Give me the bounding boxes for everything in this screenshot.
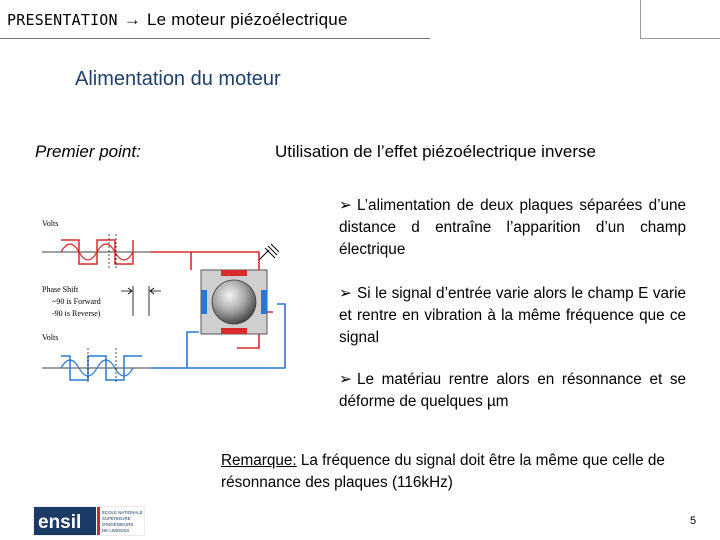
bullet-item [339,195,686,261]
header-divider [0,38,430,39]
phase-shift-arrow-right [150,288,161,294]
logo-wordmark: ensil [38,512,82,533]
phase-shift-arrow-left [121,288,132,294]
piezo-rotor-ball [212,280,256,324]
bullet-text: L’alimentation de deux plaques séparées d’une distance d entraîne l’apparition d’un champ électrique [339,197,686,258]
arrowhead-bullet-icon: ➢ [339,285,352,302]
corner-divider-vertical [640,0,641,38]
bullet-item [339,369,686,413]
piezo-drive-diagram [33,212,295,388]
arrowhead-bullet-icon: ➢ [339,197,352,214]
left-electrode-plate [201,290,207,314]
logo-tagline: SUPÉRIEURE [102,516,131,521]
logo-tagline: ÉCOLE NATIONALE [102,510,143,515]
section-title: Alimentation du moteur [75,68,281,90]
bullet-item [339,283,686,349]
remark-note [221,450,691,494]
phase-shift-forward: ~90 is Forward [52,297,101,306]
ensil-logo [33,506,145,536]
remark-label: Remarque: [221,452,297,469]
upper-electrode-plate [221,270,247,276]
slide-header [0,0,720,44]
right-electrode-plate [261,290,267,314]
phase-shift-title: Phase Shift [42,285,79,294]
arrow-right-icon: → [123,10,141,29]
header-topic: Le moteur piézoélectrique [146,10,348,29]
page-number: 5 [690,515,697,527]
bullet-text: Si le signal d’entrée varie alors le champ E varie et rentre en vibration à la même fréquence que ce signal [339,285,686,346]
corner-divider-horizontal [640,38,720,39]
remark-text: La fréquence du signal doit être la même que celle de résonnance des plaques (116kHz) [221,452,665,491]
logo-tagline: DE LIMOGES [102,528,130,533]
diagram-volts-bottom-label: Volts [42,333,59,342]
diagram-volts-top-label: Volts [42,219,59,228]
arrowhead-bullet-icon: ➢ [339,371,352,388]
subheading: Utilisation de l’effet piézoélectrique inverse [275,142,596,161]
header-title [7,10,348,30]
bullet-text: Le matériau rentre alors en résonnance et se déforme de quelques µm [339,371,686,410]
header-prefix: PRESENTATION [7,11,118,29]
phase-shift-reverse: -90 is Reverse) [52,309,101,318]
logo-tagline: D'INGÉNIEURS [102,522,134,527]
first-point-label: Premier point: [35,142,141,161]
ground-symbol-icon [259,244,279,260]
lower-electrode-plate [221,328,247,334]
